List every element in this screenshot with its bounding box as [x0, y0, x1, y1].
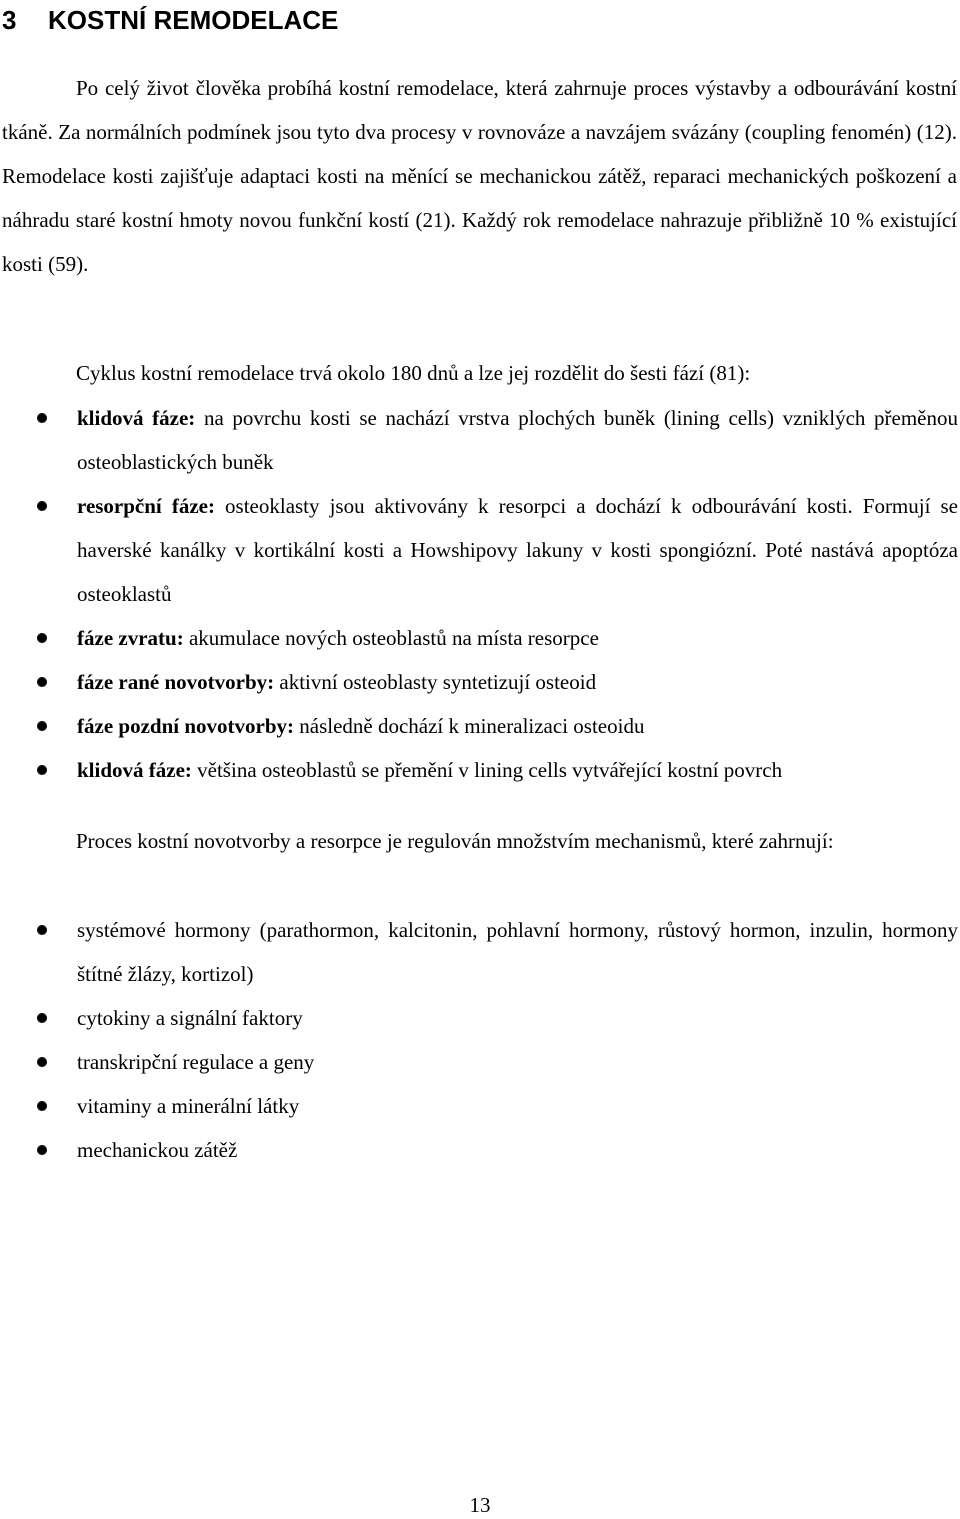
- intro-paragraph: Po celý život člověka probíhá kostní remodelace, která zahrnuje proces výstavby a odbourávání kostní tkáně. Za normálních podmínek jsou tyto dva procesy v rovnováze a navzájem svázány (coupling fenomén) (12). Remodelace kosti zajišťuje adaptaci kosti na měnící se mechanickou zátěž, reparaci mechanických poškození a náhradu staré kostní hmoty novou funkční kostí (21). Každý rok remodelace nahrazuje přibližně 10 % existující kosti (59).: [2, 76, 957, 276]
- list-item: [0, 484, 958, 616]
- chapter-number: 3: [2, 5, 17, 35]
- regulation-paragraph: Proces kostní novotvorby a resorpce je regulován množstvím mechanismů, které zahrnují:: [76, 829, 834, 853]
- regulator-list: [0, 908, 958, 1172]
- list-item: [0, 1084, 958, 1128]
- bullet-icon: [37, 677, 47, 687]
- phase-text: většina osteoblastů se přemění v lining cells vytvářející kostní povrch: [191, 758, 783, 782]
- list-item: [0, 660, 958, 704]
- phase-term: fáze rané novotvorby:: [77, 670, 275, 694]
- list-item: [0, 396, 958, 484]
- phase-text: následně dochází k mineralizaci osteoidu: [294, 714, 645, 738]
- phase-text: aktivní osteoblasty syntetizují osteoid: [274, 670, 597, 694]
- bullet-icon: [37, 413, 47, 423]
- phase-term: fáze pozdní novotvorby:: [77, 714, 294, 738]
- regulator-text: cytokiny a signální faktory: [77, 1006, 303, 1030]
- regulator-text: transkripční regulace a geny: [77, 1050, 315, 1074]
- phase-term: klidová fáze:: [77, 406, 196, 430]
- list-item: [0, 1040, 958, 1084]
- bullet-icon: [37, 1101, 47, 1111]
- list-item: [0, 616, 958, 660]
- bullet-icon: [37, 721, 47, 731]
- phase-text: akumulace nových osteoblastů na místa resorpce: [183, 626, 599, 650]
- phase-text: osteoklasty jsou aktivovány k resorpci a dochází k odbourávání kosti. Formují se haverské kanálky v kortikální kosti a Howshipovy lakuny v kosti spongiózní. Poté nastává apoptóza osteoklastů: [77, 494, 958, 606]
- regulator-text: systémové hormony (parathormon, kalcitonin, pohlavní hormony, růstový hormon, inzulin, hormony štítné žlázy, kortizol): [77, 918, 958, 986]
- chapter-title: KOSTNÍ REMODELACE: [48, 5, 339, 35]
- bullet-icon: [37, 925, 47, 935]
- bullet-icon: [37, 633, 47, 643]
- list-item: [0, 908, 958, 996]
- chapter-heading: [2, 0, 338, 40]
- regulator-text: vitaminy a minerální látky: [77, 1094, 300, 1118]
- phase-term: resorpční fáze:: [77, 494, 215, 518]
- bullet-icon: [37, 765, 47, 775]
- bullet-icon: [37, 1013, 47, 1023]
- page-number: 13: [469, 1493, 491, 1517]
- list-item: [0, 748, 958, 792]
- bullet-icon: [37, 1057, 47, 1067]
- list-item: [0, 996, 958, 1040]
- phase-term: fáze zvratu:: [77, 626, 184, 650]
- list-item: [0, 704, 958, 748]
- cycle-intro-paragraph: Cyklus kostní remodelace trvá okolo 180 dnů a lze jej rozdělit do šesti fází (81):: [76, 361, 751, 385]
- phase-text: na povrchu kosti se nachází vrstva plochých buněk (lining cells) vzniklých přeměnou osteoblastických buněk: [77, 406, 959, 474]
- regulator-text: mechanickou zátěž: [77, 1138, 238, 1162]
- bullet-icon: [37, 1145, 47, 1155]
- phase-list: [0, 396, 958, 792]
- bullet-icon: [37, 501, 47, 511]
- list-item: [0, 1128, 958, 1172]
- phase-term: klidová fáze:: [77, 758, 192, 782]
